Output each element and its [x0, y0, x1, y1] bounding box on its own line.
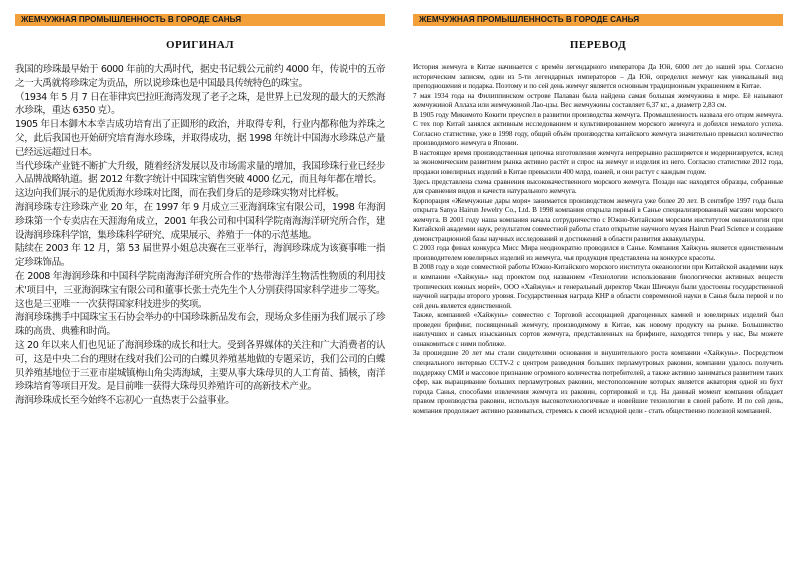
- original-paragraph: 陆续在 2003 年 12 月，第 53 届世界小姐总决赛在三亚举行，海润珍珠成为该赛事唯一指定珍珠饰品。: [15, 243, 385, 269]
- original-paragraph: 这边向我们展示的是优质海水珍珠对比图，而在我们身后的是珍珠实物对比样板。: [15, 188, 345, 200]
- translation-paragraph: Также, компанией «Хайжунь» совместно с Торговой ассоциацией драгоценных камней и ювелирных изделий был проведен брифинг, посвященный жемчугу, производимому в Китае, как новому продукту на рынке. Большинство наилучших и самых изысканных сортов жемчуга, представленных на брифинге, находятся теперь у нас, Вы можете ознакомиться с ними поближе.: [413, 311, 783, 348]
- original-paragraph: 海润珍珠成长至今始终不忘初心一直热衷于公益事业。: [15, 395, 235, 407]
- original-paragraph: （1934 年 5 月 7 日在菲律宾巴拉旺海湾发现了老子之珠，是世界上已发现的最大的天然海水珍珠，重达 6350 克）。: [15, 91, 385, 117]
- translation-heading: ПЕРЕВОД: [569, 39, 627, 51]
- translation-banner: ЖЕМЧУЖНАЯ ПРОМЫШЛЕННОСТЬ В ГОРОДЕ САНЬЯ: [413, 14, 783, 26]
- translation-paragraph: История жемчуга в Китае начинается с времён легендарного императора Да Юй, 6000 лет до нашей эры. Согласно историческим записям, один из 5-ти легендарных императоров – Да Юй, определил жемчуг как уникальный вид преподношения и подарка. Поэтому и по сей день жемчуг является основным традиционным украшением в Китае.: [413, 63, 783, 91]
- original-text: [15, 63, 385, 408]
- translation-column: [413, 14, 783, 416]
- original-paragraph: 在 2008 年海润珍珠和中国科学院南海海洋研究所合作的'热带海洋生物活性物质的利用技术'项目中，三亚海润珠宝有限公司和董事长张士壳先生个人分别获得国家科学进步二等奖。这也是三亚唯一一次获得国家科技进步的奖项。: [15, 270, 385, 310]
- translation-paragraph: В 2008 году в ходе совместной работы Южно-Китайского морского института океанологии при Китайской академии наук и компании «Хайжунь» над проектом под названием «Технологии использования биологически активных веществ тропических южных морей», ООО «Хайжунь» и генеральный директор Чжан Шичжун были удостоены государственной научной награды второго уровня. Государственная награда КНР в области современной науки в Санья была первой и по сей день является единственной.: [413, 263, 783, 310]
- original-column: [15, 14, 385, 408]
- translation-text: [413, 63, 783, 416]
- translation-paragraph: Здесь представлена схема сравнения высококачественного морского жемчуга. Позади нас находятся образцы, собранные для сравнения видов и качеств натурального жемчуга.: [413, 177, 783, 196]
- translation-paragraph: Корпорация «Жемчужные дары моря» занимается производством жемчуга уже более 20 лет. В сентябре 1997 года была открыта Sanya Hairun Jewelry Co., Ltd. В 1998 компания открыла первый в Санье специализированный магазин морского жемчуга. В 2001 году наша компания начала сотрудничество с Южно-Китайским морским институтом океанологии при Китайской академии наук, результатом совместной работы стало открытие научного музея Hairun Pearl Science и создание демонстрационной базы научных исследований и достижений в области развития аквакультуры.: [413, 196, 783, 243]
- translation-paragraph: 7 мая 1934 года на Филиппинском острове Палаван была найдена самая большая жемчужина в мире. Её называют жемчужиной Аллаха или жемчужиной Лао-цзы. Вес жемчужины составляет 6,37 кг., а диаметр 2,83 см.: [413, 91, 783, 110]
- original-paragraph: 我国的珍珠最早始于 6000 年前的大禹时代，据史书记载公元前约 4000 年，传说中的五帝之一大禹就将珍珠定为贡品，所以说珍珠也是中国最具传统特色的珠宝。: [15, 64, 385, 89]
- translation-paragraph: С 2003 года финал конкурса Мисс Мира неоднократно проводился в Санье. Компания Хайжунь является единственным производителем ювелирных изделий из жемчуга, чья продукция представлена на конкурсе красоты.: [413, 244, 783, 262]
- translation-paragraph: За прошедшие 20 лет мы стали свидетелями основания и внушительного роста компании «Хайжунь». Посредством специального интервью CCTV-2 с центром разведения больших перламутровых раковин, компании удалось получить поддержку СМИ и массовое признание огромного количества потребителей, а также активно заниматься развитием таких сфер, как выращивание больших перламутровых раковин, местоположение которых является акватория одной из бухт города Санья, способами извлечения жемчуга из раковин, сортировкой и т.д. На данный момент компания обладает правом производства раковин, используя высокотехнологичные и новейшие технологии в своей работе. И по сей день, компания продолжает активно развиваться, стремясь к своей исходной цели - стать общественно полезной компанией.: [413, 349, 783, 415]
- original-banner: ЖЕМЧУЖНАЯ ПРОМЫШЛЕННОСТЬ В ГОРОДЕ САНЬЯ: [15, 14, 385, 26]
- translation-paragraph: В 1905 году Микимото Кокити преуспел в развитии производства жемчуга. Промышленность назвала его отцом жемчуга. С тех пор Китай занялся активным исследованием и культивированием морского жемчуга и добился немалого успеха. Согласно статистике, уже в 1998 году, общий объём производства китайского жемчуга значительно превысил количество производимого жемчуга в Японии.: [413, 110, 783, 148]
- translation-paragraph: В настоящее время производственная цепочка изготовления жемчуга непрерывно расширяется и модернизируется, вслед за экономическим развитием рынка активно растёт и спрос на жемчуг и изделия из него. Согласно статистике 2012 года, продажи ювелирных изделий в Китае превысили 400 млрд. юаней, и они растут с каждым годом.: [413, 148, 783, 177]
- original-paragraph: 这 20 年以来人们也见证了海润珍珠的成长和壮大。受到各界媒体的关注和广大消费者的认可，这是中央二台的理财在线对我们公司的白蝶贝养殖基地做的专题采访，我们公司的白蝶贝养殖基地位于三亚市崖城镇梅山角尖湾海域，主要从事大珠母贝的人工育苗、插核，南洋珍珠培育等项目开发。是目前唯一获得大珠母贝养殖许可的高新技术产业。: [15, 339, 385, 393]
- original-heading: ОРИГИНАЛ: [165, 39, 235, 51]
- original-paragraph: 海润珍珠专注珍珠产业 20 年，在 1997 年 9 月成立三亚海润珠宝有限公司，1998 年海润珍珠第一个专卖店在天涯海角成立，2001 年我公司和中国科学院南海海洋研究所合作，建设海润珍珠科学馆，集珍珠科学研究、成果展示、养殖于一体的示范基地。: [15, 201, 385, 241]
- original-paragraph: 当代珍珠产业链不断扩大升级，随着经济发展以及市场需求量的增加，我国珍珠行业已经步入品牌战略轨道。据 2012 年数字统计中国珠宝销售突破 4000 亿元，而且每年都在增长。: [15, 160, 385, 186]
- original-paragraph: 1905 年日本御木本幸吉成功培育出了正圆形的政治，并取得专利，行业内都称他为养珠之父，此后我国也开始研究培育海水珍珠，并取得成功，据 1998 年统计中国海水珍珠总产量已经远远超过日本。: [15, 119, 385, 158]
- original-paragraph: 海润珍珠携手中国珠宝玉石协会举办的中国珍珠新品发布会，现场众多佳丽为我们展示了珍珠的高贵、典雅和时尚。: [15, 312, 385, 338]
